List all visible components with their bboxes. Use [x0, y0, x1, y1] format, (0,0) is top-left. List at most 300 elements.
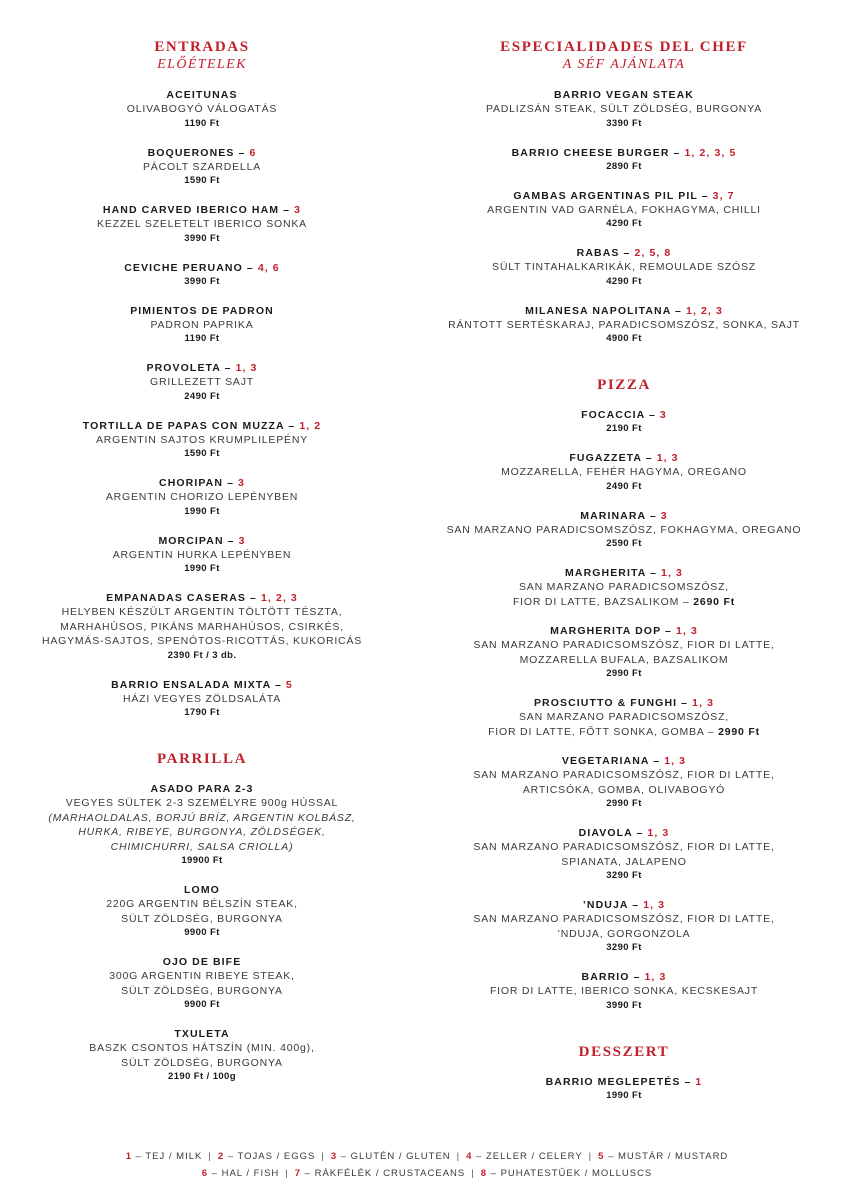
- item-price: 2690 Ft: [693, 595, 736, 608]
- item-allergens: 6: [249, 146, 257, 159]
- allergen-separator: –: [649, 755, 665, 767]
- menu-section-especialidades-del-chef: [436, 38, 812, 346]
- legend-divider: |: [471, 1168, 475, 1179]
- item-description-text: SAN MARZANO PARADICSOMSZÓSZ, FIOR DI LATTE,: [473, 841, 775, 853]
- item-description: [30, 490, 374, 505]
- item-title: PIMIENTOS DE PADRON: [130, 304, 274, 317]
- menu-item: [436, 146, 812, 174]
- legend-text: PUHATESTŰEK / MOLLUSCS: [500, 1168, 653, 1179]
- item-allergens: 2, 5, 8: [634, 247, 672, 259]
- item-name: [30, 261, 374, 275]
- menu-item: [436, 624, 812, 681]
- legend-text: HAL / FISH: [221, 1168, 280, 1179]
- legend-divider: |: [208, 1151, 212, 1162]
- item-description: [436, 783, 812, 798]
- item-name: [30, 591, 374, 605]
- item-title: BARRIO: [581, 971, 630, 983]
- menu-item: [30, 955, 374, 1012]
- legend-divider: |: [456, 1151, 461, 1162]
- item-name: [436, 146, 812, 160]
- item-price: 9900 Ft: [184, 999, 220, 1010]
- allergen-legend-row-1: [0, 1151, 854, 1162]
- item-name: [436, 754, 812, 768]
- item-title: BARRIO VEGAN STEAK: [554, 89, 694, 101]
- legend-entry: [481, 1168, 653, 1179]
- item-name: [436, 696, 812, 710]
- menu-item: [436, 566, 812, 609]
- item-description-text: SAN MARZANO PARADICSOMSZÓSZ, FIOR DI LATTE,: [473, 913, 775, 925]
- item-description-detail: HURKA, RIBEYE, BURGONYA, ZÖLDSÉGEK,: [78, 826, 326, 838]
- item-title: MARINARA: [580, 509, 646, 522]
- menu-item: [436, 754, 812, 811]
- item-title: ’NDUJA: [582, 899, 629, 911]
- legend-number: 3: [330, 1151, 338, 1162]
- item-description-text: GRILLEZETT SAJT: [150, 376, 254, 388]
- legend-divider: |: [321, 1151, 325, 1162]
- item-allergens: 3: [294, 204, 302, 216]
- menu-item: [30, 534, 374, 577]
- item-description: [30, 1041, 374, 1056]
- item-allergens: 1, 3: [656, 452, 679, 464]
- menu-item: [30, 476, 374, 519]
- item-description-text: MOZZARELLA BUFALA, BAZSALIKOM: [519, 653, 729, 666]
- item-allergens: 1, 3: [664, 755, 687, 767]
- item-description: [436, 580, 812, 595]
- item-price: 1590 Ft: [184, 448, 220, 459]
- item-name: [436, 898, 812, 912]
- item-description: [30, 620, 374, 635]
- item-description-text: RÁNTOTT SERTÉSKARAJ, PARADICSOMSZÓSZ, SONKA, SAJT: [448, 318, 800, 331]
- item-name: [436, 408, 812, 422]
- item-allergens: 1, 3: [644, 971, 667, 983]
- legend-number: 2: [217, 1151, 225, 1162]
- item-name: [436, 624, 812, 638]
- legend-text: ZELLER / CELERY: [486, 1151, 583, 1162]
- item-name: [436, 246, 812, 260]
- item-description: [436, 725, 812, 740]
- item-name: [436, 826, 812, 840]
- item-title: BARRIO ENSALADA MIXTA: [111, 678, 271, 691]
- menu-item: [436, 826, 812, 883]
- allergen-separator: –: [641, 452, 657, 464]
- item-price: 9900 Ft: [184, 927, 220, 938]
- item-allergens: 3: [238, 477, 245, 489]
- item-allergens: 1, 3: [675, 625, 698, 637]
- item-name: [436, 509, 812, 523]
- allergen-separator: –: [632, 827, 648, 839]
- item-name: [30, 419, 374, 433]
- item-description-text: SAN MARZANO PARADICSOMSZÓSZ, FIOR DI LATTE,: [473, 639, 775, 651]
- legend-entry: [126, 1151, 203, 1162]
- legend-text: MUSTÁR / MUSTARD: [618, 1151, 729, 1162]
- allergen-separator: –: [284, 419, 300, 432]
- legend-number: 5: [598, 1151, 605, 1162]
- item-name: [30, 476, 374, 490]
- legend-text: RÁKFÉLÉK / CRUSTACEANS: [314, 1168, 466, 1179]
- right-column: [436, 38, 812, 1133]
- item-price: 2490 Ft: [606, 480, 642, 492]
- item-name: [30, 883, 374, 897]
- legend-entry: [466, 1151, 583, 1162]
- allergen-separator: –: [223, 534, 239, 547]
- item-title: TXULETA: [174, 1028, 230, 1040]
- item-allergens: 5: [285, 678, 293, 691]
- item-price: 3990 Ft: [184, 232, 220, 244]
- legend-divider: |: [588, 1151, 593, 1162]
- legend-entry: [598, 1151, 728, 1162]
- item-description: [30, 692, 374, 707]
- allergen-separator: –: [245, 592, 261, 604]
- allergen-separator: –: [645, 509, 661, 522]
- item-title: FUGAZZETA: [569, 452, 642, 464]
- item-title: BARRIO CHEESE BURGER: [511, 146, 670, 159]
- item-description: [436, 102, 812, 117]
- section-title: DESSZERT: [578, 1043, 670, 1060]
- legend-number: 8: [480, 1168, 488, 1179]
- item-description-text: FIOR DI LATTE, FŐTT SONKA, GOMBA –: [488, 725, 719, 738]
- item-price: 4290 Ft: [606, 218, 642, 229]
- allergen-separator: –: [697, 189, 713, 202]
- legend-text: TEJ / MILK: [145, 1151, 203, 1162]
- allergen-separator: –: [234, 146, 250, 159]
- item-description-detail: (MARHAOLDALAS, BORJÚ BRÍZ, ARGENTIN KOLBÁSZ,: [48, 811, 356, 824]
- legend-dash: –: [131, 1151, 146, 1162]
- section-title: PIZZA: [597, 377, 651, 393]
- legend-text: GLUTÉN / GLUTEN: [350, 1151, 451, 1162]
- item-description-text: PÁCOLT SZARDELLA: [142, 160, 262, 173]
- item-price: 2890 Ft: [606, 160, 642, 172]
- menu-item: [30, 1027, 374, 1084]
- item-description-text: FIOR DI LATTE, IBERICO SONKA, KECSKESAJT: [489, 985, 759, 997]
- section-header: [30, 750, 374, 768]
- item-description: [30, 375, 374, 390]
- item-allergens: 1, 2, 3: [260, 592, 298, 604]
- item-name: [30, 678, 374, 692]
- item-title: TORTILLA DE PAPAS CON MUZZA: [82, 419, 285, 432]
- item-price: 2990 Ft: [606, 798, 642, 809]
- item-description-text: ARGENTIN VAD GARNÉLA, FOKHAGYMA, CHILLI: [487, 203, 761, 216]
- item-description-text: SAN MARZANO PARADICSOMSZÓSZ,: [518, 711, 730, 723]
- legend-dash: –: [301, 1168, 315, 1179]
- item-name: [30, 782, 374, 796]
- item-description: [30, 160, 374, 175]
- menu-section-desszert: [436, 1043, 812, 1103]
- item-price: 1990 Ft: [184, 563, 220, 574]
- item-price: 3990 Ft: [184, 275, 220, 287]
- item-description: [436, 984, 812, 999]
- item-allergens: 1, 3: [235, 362, 258, 374]
- item-title: CEVICHE PERUANO: [124, 261, 243, 274]
- item-description: [436, 203, 812, 218]
- item-description: [436, 523, 812, 538]
- menu-item: [30, 883, 374, 940]
- item-title: FOCACCIA: [581, 409, 645, 421]
- menu-item: [436, 898, 812, 955]
- item-price: 1990 Ft: [606, 1089, 642, 1101]
- item-allergens: 4, 6: [257, 261, 280, 274]
- item-description: [30, 897, 374, 912]
- item-price: 3390 Ft: [606, 117, 642, 129]
- menu-section-entradas: [30, 38, 374, 720]
- legend-dash: –: [224, 1151, 238, 1162]
- item-title: MORCIPAN: [158, 534, 224, 547]
- item-description: [436, 638, 812, 653]
- item-description-text: ARGENTIN CHORIZO LEPÉNYBEN: [105, 491, 299, 503]
- item-title: ASADO PARA 2-3: [150, 783, 254, 795]
- menu-item: [436, 189, 812, 232]
- legend-entry: [202, 1168, 280, 1179]
- item-description-text: ARTICSÓKA, GOMBA, OLIVABOGYÓ: [522, 783, 726, 796]
- item-allergens: 3: [238, 534, 246, 547]
- item-title: EMPANADAS CASERAS: [106, 592, 246, 604]
- item-description: [30, 796, 374, 811]
- menu-item: [436, 1075, 812, 1103]
- item-description-text: MOZZARELLA, FEHÉR HAGYMA, OREGANO: [501, 466, 747, 478]
- item-description-text: ARGENTIN HURKA LEPÉNYBEN: [112, 548, 292, 561]
- section-title: PARRILLA: [156, 751, 248, 767]
- legend-dash: –: [487, 1168, 501, 1179]
- item-price: 4290 Ft: [606, 275, 642, 287]
- menu-item: [436, 408, 812, 436]
- section-subtitle: ELŐÉTELEK: [157, 57, 247, 72]
- item-allergens: 3: [660, 509, 668, 522]
- item-description: [30, 433, 374, 448]
- section-title: ESPECIALIDADES DEL CHEF: [500, 39, 748, 55]
- item-name: [30, 955, 374, 969]
- legend-dash: –: [472, 1151, 486, 1162]
- item-title: ACEITUNAS: [166, 89, 238, 101]
- menu-item: [436, 304, 812, 347]
- allergen-separator: –: [646, 567, 662, 579]
- item-description-text: HAGYMÁS-SAJTOS, SPENÓTOS-RICOTTÁS, KUKORICÁS: [41, 635, 363, 647]
- item-name: [30, 304, 374, 318]
- item-allergens: 1, 3: [643, 899, 666, 911]
- menu-item: [30, 361, 374, 404]
- section-header: [436, 376, 812, 394]
- item-name: [30, 203, 374, 217]
- item-description-text: SAN MARZANO PARADICSOMSZÓSZ,: [518, 581, 730, 593]
- item-description-text: KEZZEL SZELETELT IBERICO SONKA: [97, 218, 307, 230]
- item-title: BARRIO MEGLEPETÉS: [545, 1075, 681, 1088]
- legend-entry: [218, 1151, 316, 1162]
- legend-number: 4: [466, 1151, 473, 1162]
- menu-item: [436, 696, 812, 739]
- item-description-text: PADLIZSÁN STEAK, SÜLT ZÖLDSÉG, BURGONYA: [485, 103, 763, 115]
- item-name: [436, 1075, 812, 1089]
- item-description: [436, 260, 812, 275]
- item-description: [30, 634, 374, 649]
- allergen-separator: –: [220, 362, 236, 374]
- item-name: [436, 189, 812, 203]
- item-allergens: 1, 2: [299, 419, 322, 432]
- item-description: [436, 595, 812, 610]
- item-title: DIAVOLA: [578, 827, 633, 839]
- allergen-legend-row-2: [0, 1168, 854, 1179]
- item-price: 1990 Ft: [184, 505, 220, 517]
- item-description: [436, 927, 812, 942]
- menu-item: [30, 146, 374, 189]
- item-description: [30, 217, 374, 232]
- menu-item: [30, 782, 374, 868]
- allergen-separator: –: [628, 899, 644, 911]
- menu-item: [436, 509, 812, 552]
- item-allergens: 1, 3: [661, 567, 683, 579]
- item-description: [436, 318, 812, 333]
- item-price: 19900 Ft: [181, 855, 223, 866]
- item-allergens: 1, 3: [647, 827, 670, 839]
- menu-item: [30, 419, 374, 462]
- item-price: 3990 Ft: [606, 999, 642, 1011]
- legend-dash: –: [208, 1168, 222, 1179]
- legend-divider: |: [285, 1168, 289, 1179]
- item-name: [30, 361, 374, 375]
- menu-item: [436, 246, 812, 289]
- item-price: 3290 Ft: [606, 870, 642, 881]
- item-title: VEGETARIANA: [561, 755, 650, 767]
- item-description: [436, 710, 812, 725]
- item-allergens: 1, 2, 3, 5: [684, 146, 737, 159]
- item-description-text: ’NDUJA, GORGONZOLA: [557, 927, 691, 940]
- legend-dash: –: [337, 1151, 351, 1162]
- item-price: 2590 Ft: [606, 538, 642, 549]
- item-description-text: PADRON PAPRIKA: [150, 318, 254, 331]
- item-description-text: SÜLT ZÖLDSÉG, BURGONYA: [121, 984, 283, 997]
- item-allergens: 3: [659, 409, 667, 421]
- item-price: 1190 Ft: [184, 117, 220, 129]
- item-price: 1190 Ft: [184, 333, 220, 344]
- item-description: [436, 653, 812, 668]
- item-price: 4900 Ft: [606, 333, 642, 344]
- allergen-separator: –: [671, 304, 686, 317]
- allergen-separator: –: [619, 247, 635, 259]
- item-allergens: 1, 3: [692, 697, 715, 709]
- item-description: [436, 768, 812, 783]
- allergen-separator: –: [279, 204, 295, 216]
- item-name: [436, 566, 812, 580]
- item-description: [30, 102, 374, 117]
- item-description: [30, 1056, 374, 1071]
- menu-item: [30, 261, 374, 289]
- item-price: 2190 Ft: [606, 423, 642, 434]
- item-description-text: SÜLT ZÖLDSÉG, BURGONYA: [121, 1056, 283, 1069]
- item-description: [30, 605, 374, 620]
- item-description-text: SPIANATA, JALAPENO: [561, 855, 687, 868]
- menu-item: [436, 970, 812, 1013]
- allergen-separator: –: [677, 697, 693, 709]
- item-description-text: SÜLT TINTAHALKARIKÁK, REMOULADE SZÓSZ: [492, 261, 756, 273]
- menu-item: [30, 203, 374, 246]
- legend-dash: –: [604, 1151, 618, 1162]
- menu-item: [30, 88, 374, 131]
- menu-item: [30, 304, 374, 347]
- item-title: MARGHERITA DOP: [550, 625, 661, 637]
- section-title: ENTRADAS: [154, 39, 250, 55]
- item-description: [436, 840, 812, 855]
- allergen-separator: –: [242, 261, 258, 274]
- section-subtitle: A SÉF AJÁNLATA: [562, 57, 686, 72]
- item-name: [30, 1027, 374, 1041]
- menu-section-pizza: [436, 376, 812, 1013]
- item-price: 2390 Ft / 3 db.: [167, 649, 237, 661]
- menu-item: [436, 451, 812, 494]
- item-description: [436, 912, 812, 927]
- item-description: [436, 855, 812, 870]
- item-description-text: MARHAHÚSOS, PIKÁNS MARHAHÚSOS, CSIRKÉS,: [60, 620, 344, 633]
- section-header: [436, 38, 812, 74]
- item-allergens: 3, 7: [712, 189, 735, 202]
- item-name: [30, 88, 374, 102]
- item-title: BOQUERONES: [147, 146, 235, 159]
- menu-section-parrilla: [30, 750, 374, 1084]
- item-name: [436, 451, 812, 465]
- item-description: [30, 548, 374, 563]
- item-name: [30, 146, 374, 160]
- item-title: RABAS: [576, 247, 620, 259]
- allergen-separator: –: [660, 625, 676, 637]
- item-description-text: SÜLT ZÖLDSÉG, BURGONYA: [121, 912, 283, 925]
- item-price: 2990 Ft: [606, 668, 642, 679]
- allergen-separator: –: [223, 477, 239, 489]
- section-header: [436, 1043, 812, 1061]
- item-title: MARGHERITA: [565, 567, 647, 579]
- item-description: [30, 969, 374, 984]
- item-title: PROVOLETA: [146, 362, 221, 374]
- legend-entry: [331, 1151, 451, 1162]
- menu-item: [30, 678, 374, 721]
- item-description: [30, 984, 374, 999]
- item-title: HAND CARVED IBERICO HAM: [102, 204, 280, 216]
- item-price: 1790 Ft: [184, 707, 220, 718]
- item-description-text: HÁZI VEGYES ZÖLDSALÁTA: [122, 692, 282, 705]
- item-description: [436, 465, 812, 480]
- item-name: [436, 88, 812, 102]
- item-description: [30, 318, 374, 333]
- item-description-text: 220G ARGENTIN BÉLSZÍN STEAK,: [106, 898, 298, 910]
- menu-item: [30, 591, 374, 663]
- allergen-separator: –: [629, 971, 645, 983]
- item-title: OJO DE BIFE: [162, 956, 242, 968]
- legend-entry: [295, 1168, 466, 1179]
- item-price: 2490 Ft: [184, 390, 220, 402]
- item-price: 3290 Ft: [606, 942, 642, 953]
- allergen-separator: –: [644, 409, 660, 421]
- item-description-detail: CHIMICHURRI, SALSA CRIOLLA): [110, 840, 294, 853]
- item-price: 2190 Ft / 100g: [168, 1071, 236, 1082]
- legend-number: 6: [201, 1168, 209, 1179]
- allergen-separator: –: [680, 1075, 696, 1088]
- item-description-text: OLIVABOGYÓ VÁLOGATÁS: [126, 103, 278, 115]
- item-price: 2990 Ft: [718, 725, 760, 738]
- item-allergens: 1, 2, 3: [686, 304, 723, 317]
- legend-number: 7: [294, 1168, 302, 1179]
- item-price: 1590 Ft: [184, 175, 220, 186]
- item-title: GAMBAS ARGENTINAS PIL PIL: [513, 189, 698, 202]
- item-description-text: VEGYES SÜLTEK 2-3 SZEMÉLYRE 900g HÚSSAL: [65, 797, 339, 809]
- item-name: [30, 534, 374, 548]
- left-column: [30, 38, 374, 1114]
- item-name: [436, 304, 812, 318]
- item-description-text: HELYBEN KÉSZÜLT ARGENTIN TÖLTÖTT TÉSZTA,: [61, 606, 343, 618]
- item-description-text: SAN MARZANO PARADICSOMSZÓSZ, FIOR DI LATTE,: [473, 769, 775, 781]
- item-description-text: FIOR DI LATTE, BAZSALIKOM –: [512, 595, 694, 608]
- legend-text: TOJAS / EGGS: [237, 1151, 316, 1162]
- item-title: MILANESA NAPOLITANA: [525, 304, 672, 317]
- item-description-text: SAN MARZANO PARADICSOMSZÓSZ, FOKHAGYMA, OREGANO: [446, 523, 802, 536]
- item-title: LOMO: [184, 884, 220, 896]
- allergen-separator: –: [270, 678, 286, 691]
- allergen-separator: –: [669, 146, 685, 159]
- item-name: [436, 970, 812, 984]
